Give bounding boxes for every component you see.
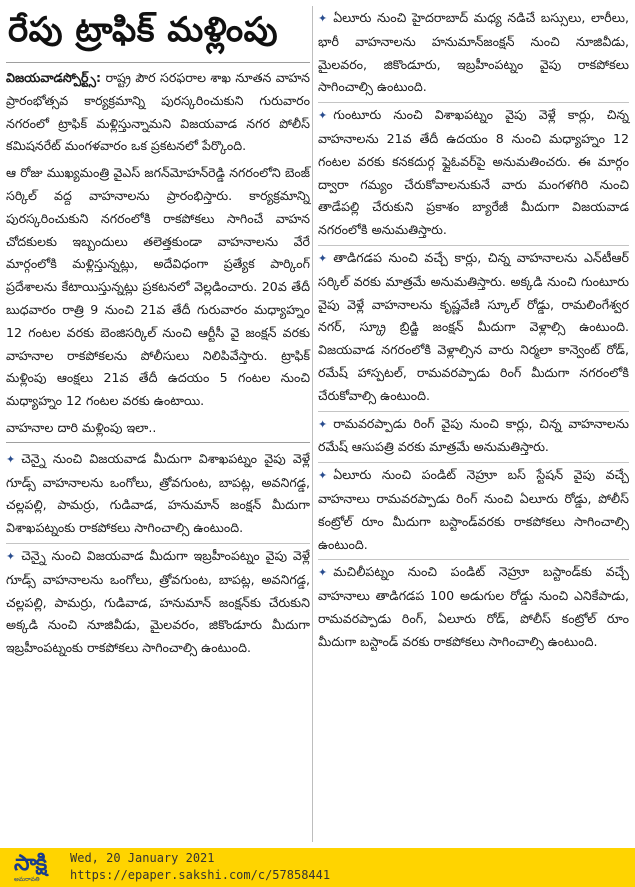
dateline: విజయవాడస్పోర్ట్స్‌: [6,70,102,85]
column-divider [312,6,313,842]
publication-date: Wed, 20 January 2021 [70,851,215,865]
bullet-star-icon: ✦ [318,251,328,265]
bullet-item [318,246,629,412]
bullet-text: తాడిగడప నుంచి వచ్చే కార్లు, చిన్న వాహనాలను ఎన్‌టీఆర్‌ సర్కిల్‌ వరకు మాత్రమే అనుమతిస్తారు. అక్కడి నుంచి గుంటూరు వైపు వెళ్లే వాహనాలను కృష్ణవేణి స్కూల్‌ రోడ్డు, రామలింగేశ్వర నగర్‌, స్క్రూ బ్రిడ్జి జంక్షన్‌ మీదుగా వెళ్లాల్సి ఉంటుంది. విజయవాడ నగరంలోకి వెళ్లాల్సిన వారు నిర్మలా కాన్వెంట్‌ రోడ్‌, రమేష్‌ హాస్పటల్‌, రామవరప్పాడు రింగ్‌ మీదుగా నగరంలోకి చేరుకోవాల్సి ఉంటుంది. [318,249,629,403]
bullet-star-icon: ✦ [318,469,328,483]
bullet-item [318,412,629,464]
subheading-divider [6,442,310,443]
bullet-text: చెన్నై నుంచి విజయవాడ మీదుగా ఇబ్రహీంపట్నం వైపు వెళ్లే గూడ్స్‌ వాహనాలను ఒంగోలు, త్రోవగుంట, బాపట్ల, అవనిగడ్డ, చల్లపల్లి, పామర్రు, గుడివాడ, హనుమాన్‌ జంక్షన్‌కు చేరుకుని అక్కడి నుంచి నూజివీడు, మైలవరం, జికొండూరు మీదుగా ఇబ్రహీంపట్నంకు రాకపోకలు సాగించాల్సి ఉంటుంది. [6,547,310,656]
bullet-text: రామవరప్పాడు రింగ్‌ వైపు నుంచి కార్లు, చిన్న వాహనాలను రమేష్‌ ఆసుపత్రి వరకు మాత్రమే అనుమతిస్తారు. [318,415,629,455]
sakshi-logo[interactable] [6,850,62,885]
lead-paragraph [6,67,310,158]
bullet-item [6,544,310,663]
right-column [318,6,629,657]
bullet-item [6,447,310,544]
bullet-item [318,560,629,656]
epaper-footer [0,848,635,887]
bullet-item [318,103,629,246]
bullet-star-icon: ✦ [318,417,328,431]
bullet-star-icon: ✦ [318,566,328,580]
bullet-text: మచిలీపట్నం నుంచి పండిట్‌ నెహ్రూ బస్టాండ్‌కు వచ్చే వాహనాలు తాడిగడప 100 అడుగుల రోడ్డు నుంచి ఎనికేపాడు, రామవరప్పాడు రింగ్‌, ఏలూరు రోడ్‌, పోలీస్‌ కంట్రోల్‌ రూం మీదుగా బస్టాండ్‌ వరకు రాకపోకలు సాగించాల్సి ఉంటుంది. [318,564,629,649]
left-column [6,0,310,663]
bullet-star-icon: ✦ [318,12,328,25]
bullet-text: గుంటూరు నుంచి విశాఖపట్నం వైపు వెళ్లే కార్లు, చిన్న వాహనాలను 21వ తేదీ ఉదయం 8 నుంచి మధ్యాహ్నం 12 గంటల వరకు కనకదుర్గ ఫ్లైఓవర్‌పై అనుమతించరు. ఈ మార్గం ద్వారా గమ్యం చేరుకోవాలనుకునే వారు మంగళగిరి నుంచి తాడేపల్లి చేరుకుని ప్రకాశం బ్యారేజీ మీదుగా విజయవాడ నగరంలోకి అనుమతిస్తారు. [318,107,629,238]
lead-paragraph-text: రాష్ట్ర పౌర సరఫరాల శాఖ నూతన వాహన ప్రారంభోత్సవ కార్యక్రమాన్ని పురస్కరించుకుని గురువారం నగరంలో ట్రాఫిక్‌ మళ్లిస్తున్నామని విజయవాడ నగర పోలీస్‌ కమిషనరేట్‌ మంగళవారం ఒక ప్రకటనలో పేర్కొంది. [6,70,310,154]
bullet-text: చెన్నై నుంచి విజయవాడ మీదుగా విశాఖపట్నం వైపు వెళ్లే గూడ్స్‌ వాహనాలను ఒంగోలు, త్రోవగుంట, బాపట్ల, అవనిగడ్డ, చల్లపల్లి, పామర్రు, గుడివాడ, హనుమాన్‌ జంక్షన్‌ మీదుగా విశాఖపట్నంకు రాకపోకలు సాగించాల్సి ఉంటుంది. [6,450,310,536]
headline-divider [6,62,310,63]
bullet-item [318,463,629,560]
diversion-subheading: వాహనాల దారి మళ్లింపు ఇలా.. [6,419,157,435]
bullet-item [318,6,629,103]
headline: రేపు ట్రాఫిక్‌ మళ్లింపు [8,10,279,50]
bullet-text: ఏలూరు నుంచి హైదరాబాద్‌ మధ్య నడిచే బస్సులు, లారీలు, భారీ వాహనాలను హనుమాన్‌జంక్షన్‌ నుంచి నూజివీడు, మైలవరం, జికొండూరు, ఇబ్రహీంపట్నం వైపు రాకపోకలు సాగించాల్సి ఉంటుంది. [318,10,629,95]
epaper-link[interactable]: https://epaper.sakshi.com/c/57858441 [70,868,331,882]
bullet-star-icon: ✦ [318,109,328,123]
left-bullet-list [6,447,310,663]
bullet-text: ఏలూరు నుంచి పండిట్‌ నెహ్రూ బస్‌ స్టేషన్‌ వైపు వచ్చే వాహనాలు రామవరప్పాడు రింగ్‌ నుంచి ఏలూరు రోడ్డు, పోలీస్‌ కంట్రోల్‌ రూం మీదుగా బస్టాండ్‌వరకు రాకపోకలు సాగించాల్సి ఉంటుంది. [318,467,629,552]
logo-wordmark: సాక్షి [14,851,47,876]
body-paragraph: ఆ రోజు ముఖ్యమంత్రి వైఎస్‌ జగన్‌మోహన్‌రెడ్డి నగరంలోని బెంజ్‌ సర్కిల్‌ వద్ద వాహనాలను ప్రారంభిస్తారు. కార్యక్రమాన్ని పురస్కరించుకుని నగరంలోకి రాకపోకలు సాగించే వాహన చోదకులకు ఇబ్బందులు తలెత్తకుండా వాహనాలను వేరే మార్గంలోకి మళ్లిస్తున్నట్లు, అదేవిధంగా ప్రత్యేక పార్కింగ్‌ ప్రదేశాలను కేటాయిస్తున్నట్లు ప్రకటనలో వెల్లడించారు. 20వ తేదీ బుధవారం రాత్రి 9 నుంచి 21వ తేదీ గురువారం మధ్యాహ్నం 12 గంటల వరకు బెంజిసర్కిల్‌ నుంచి ఆర్టీసీ వై జంక్షన్‌ వరకు వాహనాల రాకపోకలను పోలీసులు నిలిపివేస్తారు. ట్రాఫిక్‌ మళ్లింపు ఆంక్షలు 21వ తేదీ ఉదయం 5 గంటల నుంచి మధ్యాహ్నం 12 గంటల వరకు ఉంటాయి. [6,165,310,409]
logo-edition: అమరావతి [14,876,40,883]
bullet-star-icon: ✦ [6,452,16,466]
bullet-star-icon: ✦ [6,549,16,563]
